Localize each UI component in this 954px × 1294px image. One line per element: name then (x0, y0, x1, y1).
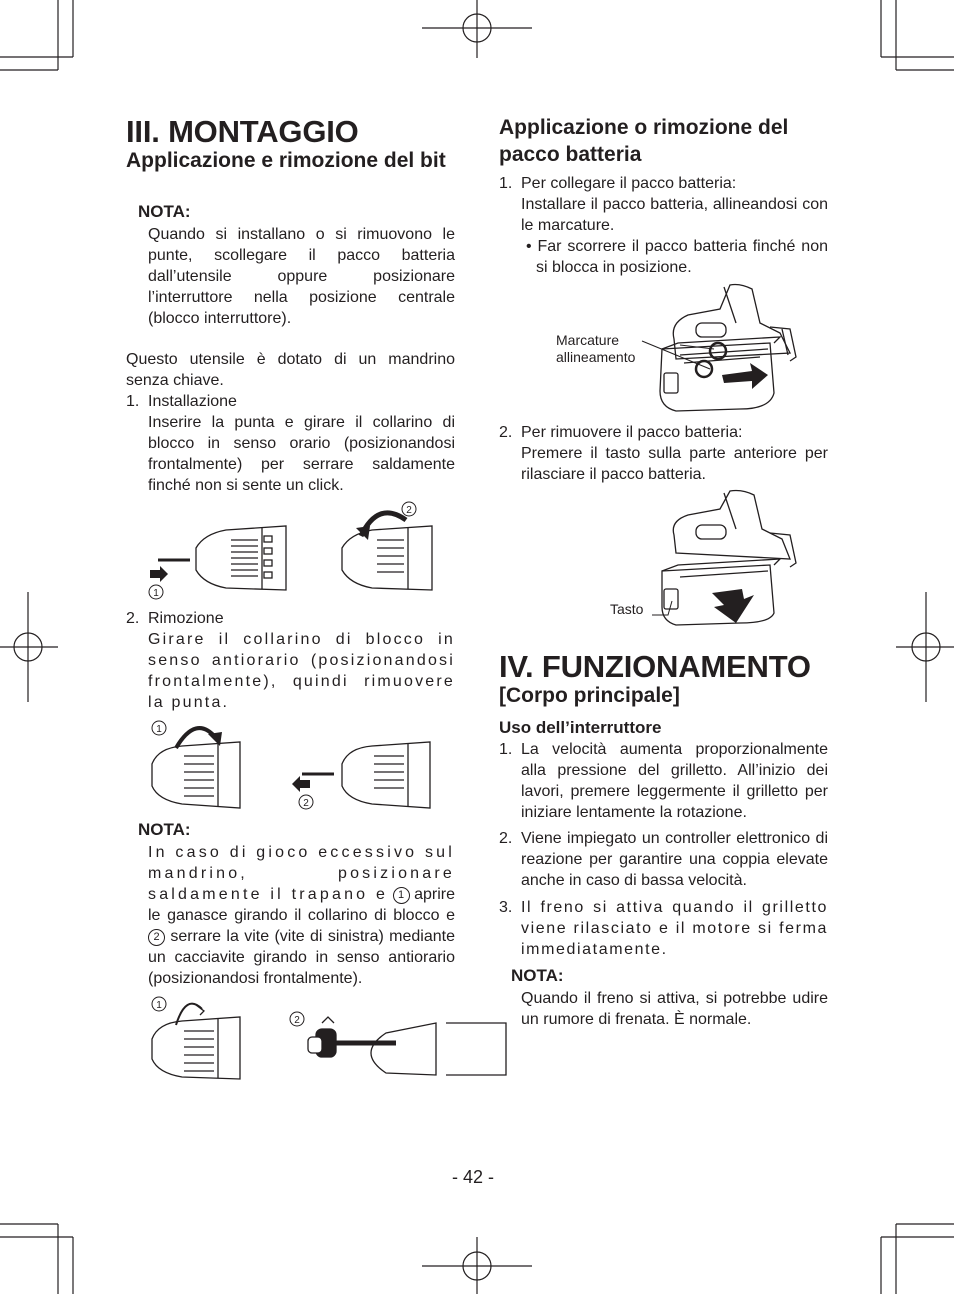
step-text: Viene impiegato un controller elettronico di reazione per garantire una coppia elevate anche in caso di bassa velocità. (521, 830, 828, 889)
note-text: Quando si installano o si rimuovono le punte, scollegare il pacco batteria dall’utensile oppure posizionare l’interruttore nella posizione centrale (blocco interruttore). (148, 226, 455, 327)
callout-1: 1 (393, 887, 410, 904)
intro-text: Questo utensile è dotato di un mandrino senza chiave. (126, 351, 455, 389)
release-button-label: Tasto (610, 601, 644, 617)
step-number: 1. (499, 175, 513, 192)
battery-remove-illustration (650, 489, 850, 629)
step-text: Inserire la punta e girare il collarino di blocco in senso orario (posizionandosi frontalmente) per serrare saldamente finché non si sente un click. (148, 414, 455, 494)
step-text: Premere il tasto sulla parte anteriore per rilasciare il pacco batteria. (521, 445, 828, 483)
battery-section-title: Applicazione o rimozione del pacco batteria (499, 116, 789, 166)
callout-1: 1 (156, 724, 162, 735)
subsection-title-bit: Applicazione e rimozione del bit (126, 149, 446, 172)
callout-2: 2 (148, 929, 165, 946)
step-title: Per rimuovere il pacco batteria: (521, 424, 743, 441)
step-title: Installazione (148, 393, 237, 410)
step-bullet: • Far scorrere il pacco batteria finché non si blocca in posizione. (526, 238, 828, 276)
section-title-funzionamento: IV. FUNZIONAMENTO (499, 649, 811, 684)
callout-2: 2 (303, 798, 309, 809)
battery-attach-illustration (640, 283, 840, 413)
callout-1: 1 (153, 588, 159, 599)
step-number: 3. (499, 899, 513, 916)
note-label: NOTA: (511, 966, 564, 985)
callout-1: 1 (156, 1000, 162, 1011)
chuck-screw-illustration (146, 993, 446, 1083)
step-text: La velocità aumenta proporzionalmente alla pressione del grilletto. All’inizio dei lavori, premere leggermente il grilletto per iniziare lentamente la rotazione. (521, 741, 828, 821)
alignment-marks-label: Marcature allineamento (556, 332, 636, 365)
chuck-install-illustration (146, 500, 446, 600)
switch-usage-title: Uso dell’interruttore (499, 718, 662, 737)
note-text: Quando il freno si attiva, si potrebbe udire un rumore di frenata. È normale. (521, 990, 828, 1028)
subsection-corpo: [Corpo principale] (499, 684, 680, 707)
chuck-removal-illustration (146, 718, 446, 818)
step-text: Il freno si attiva quando il grilletto viene rilasciato e il motore si ferma immediatamente. (521, 899, 828, 958)
step-number: 2. (499, 830, 513, 847)
step-text: Installare il pacco batteria, allineandosi con le marcature. (521, 196, 828, 234)
step-number: 2. (126, 610, 140, 627)
callout-2: 2 (294, 1015, 300, 1026)
page-number: - 42 - (452, 1167, 495, 1187)
note-text: In caso di gioco eccessivo sul mandrino, posizionare saldamente il trapano e 1 aprire le ganasce girando il collarino di blocco e 2 serrare la vite (vite di sinistra) mediante un cacciavite girando in senso antiorario (posizionandosi frontalmente). (148, 844, 455, 987)
step-number: 2. (499, 424, 513, 441)
step-text: Girare il collarino di blocco in senso antiorario (posizionandosi frontalmente), quindi rimuovere la punta. (148, 631, 455, 711)
step-number: 1. (499, 741, 513, 758)
section-title-montaggio: III. MONTAGGIO (126, 114, 359, 149)
note-label: NOTA: (138, 202, 191, 221)
step-number: 1. (126, 393, 140, 410)
step-title: Rimozione (148, 610, 224, 627)
note-label: NOTA: (138, 820, 191, 839)
callout-2: 2 (406, 505, 412, 516)
step-title: Per collegare il pacco batteria: (521, 175, 737, 192)
